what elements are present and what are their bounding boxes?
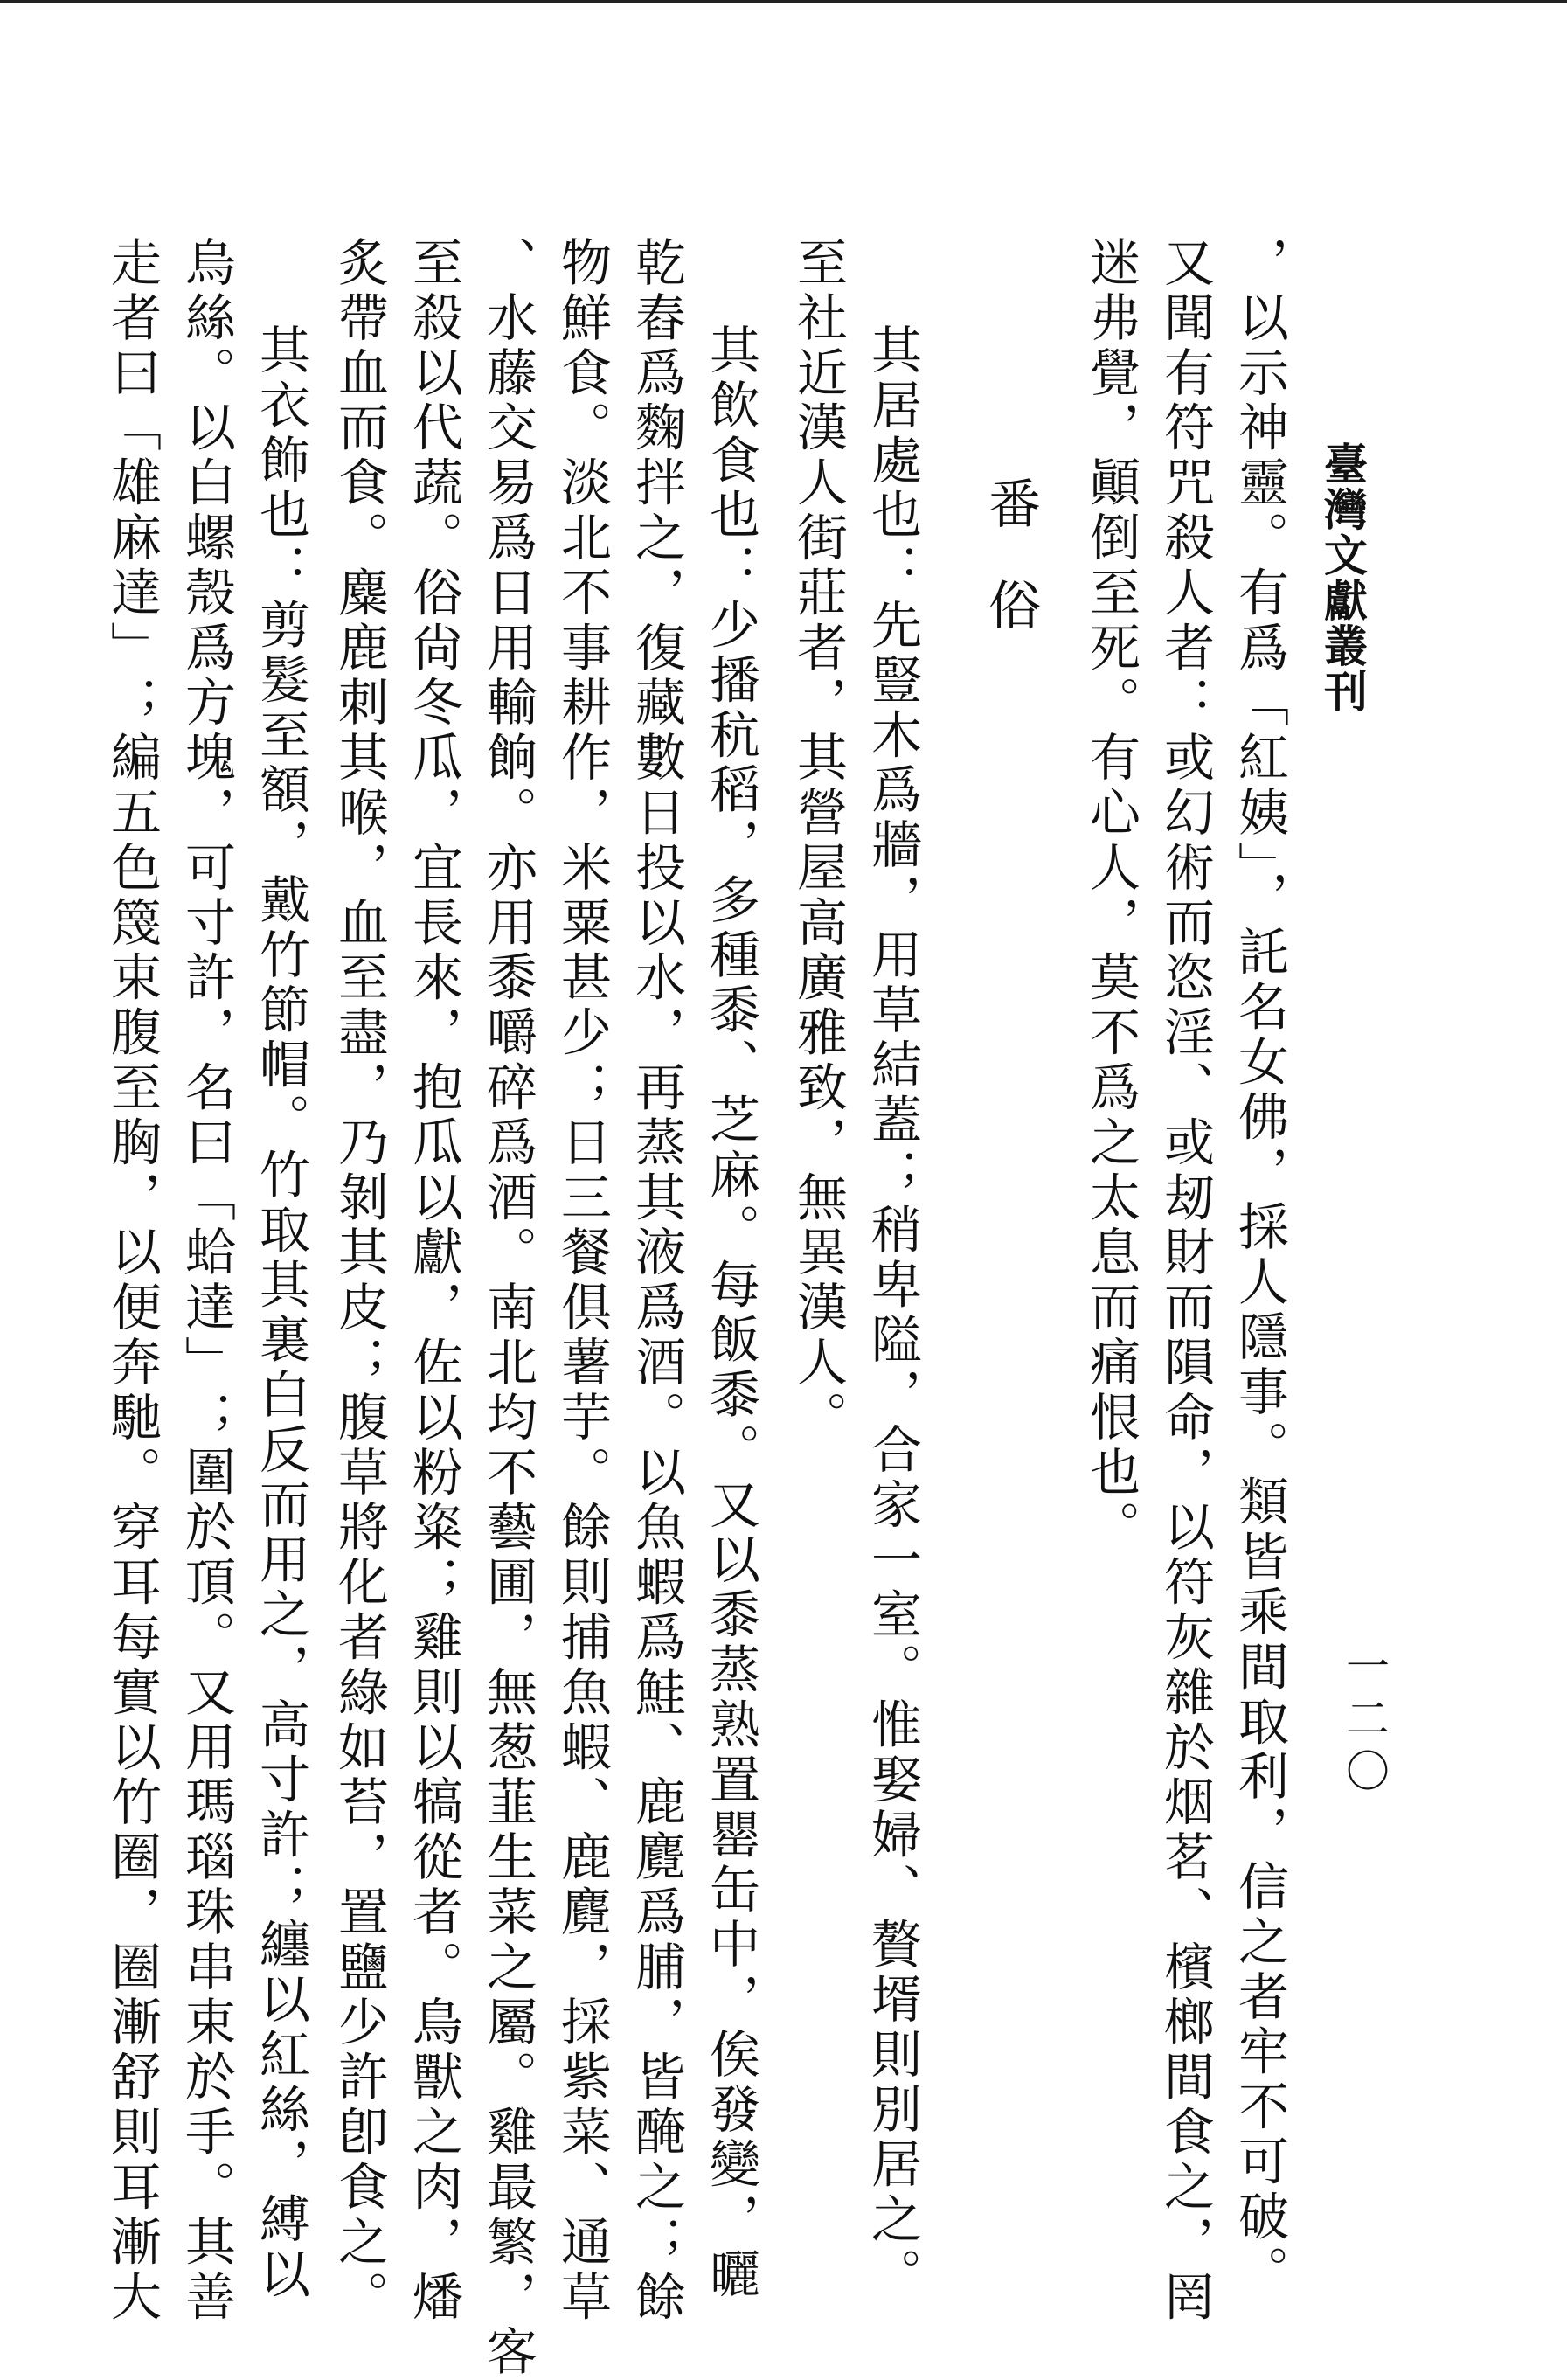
running-header-title: 臺灣文獻叢刊 xyxy=(1317,441,1369,714)
text-column-11: 炙帶血而食。麋鹿刺其喉，血至盡，乃剝其皮；腹草將化者綠如苔，置鹽少許卽食之。 xyxy=(329,236,389,2326)
text-column-12: 其衣飾也：剪髮至額，戴竹節帽。竹取其裏白反而用之，高寸許；纏以紅絲，縛以 xyxy=(251,323,310,2303)
text-column-7: 乾舂爲麴拌之，復藏數日投以水，再蒸其液爲酒。以魚蝦爲鮭、鹿麑爲脯，皆醃之；餘 xyxy=(627,236,686,2326)
top-border-line xyxy=(0,0,1567,3)
text-column-1: ，以示神靈。有爲「紅姨」，託名女佛，採人隱事。類皆乘間取利，信之者牢不可破。 xyxy=(1230,236,1289,2300)
text-column-5: 至社近漢人街莊者，其營屋高廣雅致，無異漢人。 xyxy=(788,236,848,1446)
text-column-6: 其飲食也：少播秔稻，多種黍、芝麻。每飯黍。又以黍蒸熟置罌缶中，俟發變，曬 xyxy=(701,323,760,2303)
text-column-4: 其居處也：先豎木爲牆，用草結蓋；稍卑隘，合家一室。惟娶婦、贅壻則別居之。 xyxy=(863,323,922,2303)
text-column-3: 迷弗覺，顚倒至死。有心人，莫不爲之太息而痛恨也。 xyxy=(1081,236,1141,1556)
page-number: 一二〇 xyxy=(1339,1643,1390,1801)
section-heading: 番俗 xyxy=(980,476,1041,679)
text-column-8: 物鮮食。淡北不事耕作，米粟甚少；日三餐俱薯芋。餘則捕魚蝦、鹿麑，採紫菜、通草 xyxy=(552,236,612,2326)
text-column-9: 、水藤交易爲日用輸餉。亦用黍嚼碎爲酒。南北均不藝圃，無葱韮生菜之屬。雞最繁，客 xyxy=(478,236,537,2380)
text-column-13: 烏絲。以白螺殼爲方塊，可寸許，名曰「蛤達」；圍於頂。又用瑪瑙珠串束於手。其善 xyxy=(177,236,236,2326)
text-column-14: 走者曰「雄麻達」；編五色篾束腹至胸，以便奔馳。穿耳每實以竹圈，圈漸舒則耳漸大 xyxy=(102,236,162,2326)
text-column-2: 又聞有符咒殺人者：或幻術而恣淫、或刼財而隕命，以符灰雜於烟茗、檳榔間食之，罔 xyxy=(1155,236,1215,2326)
text-column-10: 至殺以代蔬。俗尙冬瓜，宜長來，抱瓜以獻，佐以粉粢；雞則以犒從者。鳥獸之肉，燔 xyxy=(404,236,463,2326)
